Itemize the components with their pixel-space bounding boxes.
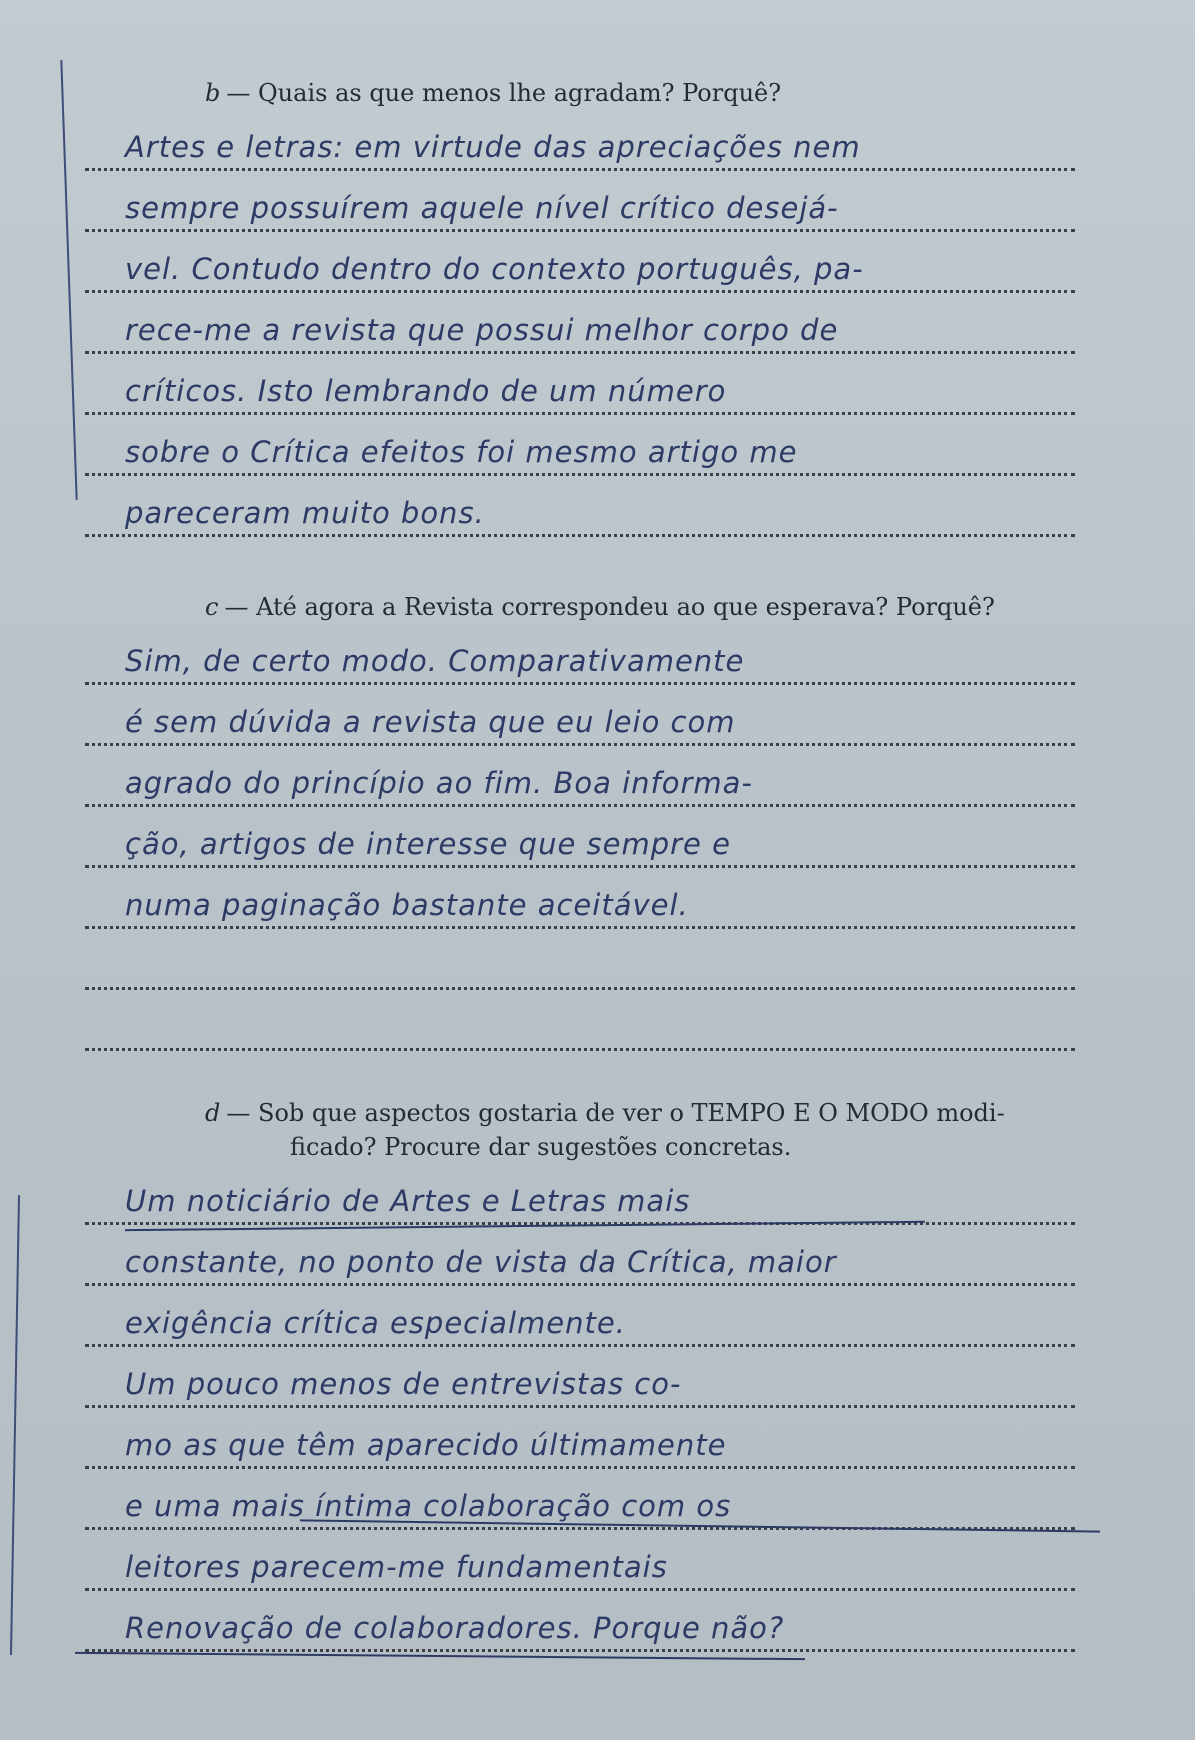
answer-line xyxy=(85,232,1075,293)
margin-bracket-top xyxy=(60,60,77,500)
question-c-heading xyxy=(85,590,1085,624)
answer-line xyxy=(85,990,1075,1051)
answer-text: sempre possuírem aquele nível crítico desejá- xyxy=(125,191,839,225)
handwritten-underline xyxy=(75,1652,805,1660)
question-b-section xyxy=(85,76,1085,537)
margin-bracket-bottom xyxy=(10,1195,20,1655)
answer-text: mo as que têm aparecido últimamente xyxy=(125,1428,727,1462)
answer-line xyxy=(85,293,1075,354)
answer-line xyxy=(85,807,1075,868)
answer-line xyxy=(85,1164,1075,1225)
answer-text: Renovação de colaboradores. Porque não? xyxy=(125,1611,785,1645)
question-d-text-line2: ficado? Procure dar sugestões concretas. xyxy=(290,1133,792,1161)
answer-text: Um pouco menos de entrevistas co- xyxy=(125,1367,682,1401)
answer-text: Artes e letras: em virtude das apreciações nem xyxy=(125,130,861,164)
answer-line xyxy=(85,1286,1075,1347)
answer-line xyxy=(85,1408,1075,1469)
answer-line xyxy=(85,415,1075,476)
question-d-letter: d xyxy=(205,1099,221,1127)
question-d-text-line1: — Sob que aspectos gostaria de ver o TEMPO E O MODO modi- xyxy=(226,1099,1005,1127)
answer-text: leitores parecem-me fundamentais xyxy=(125,1550,668,1584)
answer-text: Sim, de certo modo. Comparativamente xyxy=(125,644,745,678)
answer-line xyxy=(85,746,1075,807)
answer-text: críticos. Isto lembrando de um número xyxy=(125,374,727,408)
answer-line xyxy=(85,1530,1075,1591)
question-d-section xyxy=(85,1096,1085,1652)
answer-text: Um noticiário de Artes e Letras mais xyxy=(125,1184,691,1218)
question-c-text: — Até agora a Revista correspondeu ao que esperava? Porquê? xyxy=(224,593,995,621)
answer-line xyxy=(85,1347,1075,1408)
answer-line xyxy=(85,1591,1075,1652)
answer-text: exigência crítica especialmente. xyxy=(125,1306,626,1340)
answer-line xyxy=(85,476,1075,537)
answer-text: agrado do princípio ao fim. Boa informa- xyxy=(125,766,753,800)
answer-line xyxy=(85,868,1075,929)
answer-text: ção, artigos de interesse que sempre e xyxy=(125,827,731,861)
answer-text: é sem dúvida a revista que eu leio com xyxy=(125,705,736,739)
answer-line xyxy=(85,171,1075,232)
answer-line xyxy=(85,624,1075,685)
question-c-section xyxy=(85,590,1085,1051)
answer-line xyxy=(85,685,1075,746)
question-d-heading xyxy=(85,1096,1085,1130)
answer-line xyxy=(85,929,1075,990)
question-b-letter: b xyxy=(205,79,221,107)
question-c-letter: c xyxy=(205,593,219,621)
answer-text: sobre o Crítica efeitos foi mesmo artigo me xyxy=(125,435,798,469)
answer-line xyxy=(85,110,1075,171)
answer-text: vel. Contudo dentro do contexto português, pa- xyxy=(125,252,864,286)
answer-text: numa paginação bastante aceitável. xyxy=(125,888,689,922)
answer-line xyxy=(85,1225,1075,1286)
question-b-heading xyxy=(85,76,1085,110)
answer-line xyxy=(85,1469,1075,1530)
answer-text: pareceram muito bons. xyxy=(125,496,485,530)
answer-text: rece-me a revista que possui melhor corpo de xyxy=(125,313,839,347)
answer-line xyxy=(85,354,1075,415)
question-b-text: — Quais as que menos lhe agradam? Porquê? xyxy=(226,79,782,107)
answer-text: e uma mais íntima colaboração com os xyxy=(125,1489,732,1523)
answer-text: constante, no ponto de vista da Crítica, maior xyxy=(125,1245,837,1279)
